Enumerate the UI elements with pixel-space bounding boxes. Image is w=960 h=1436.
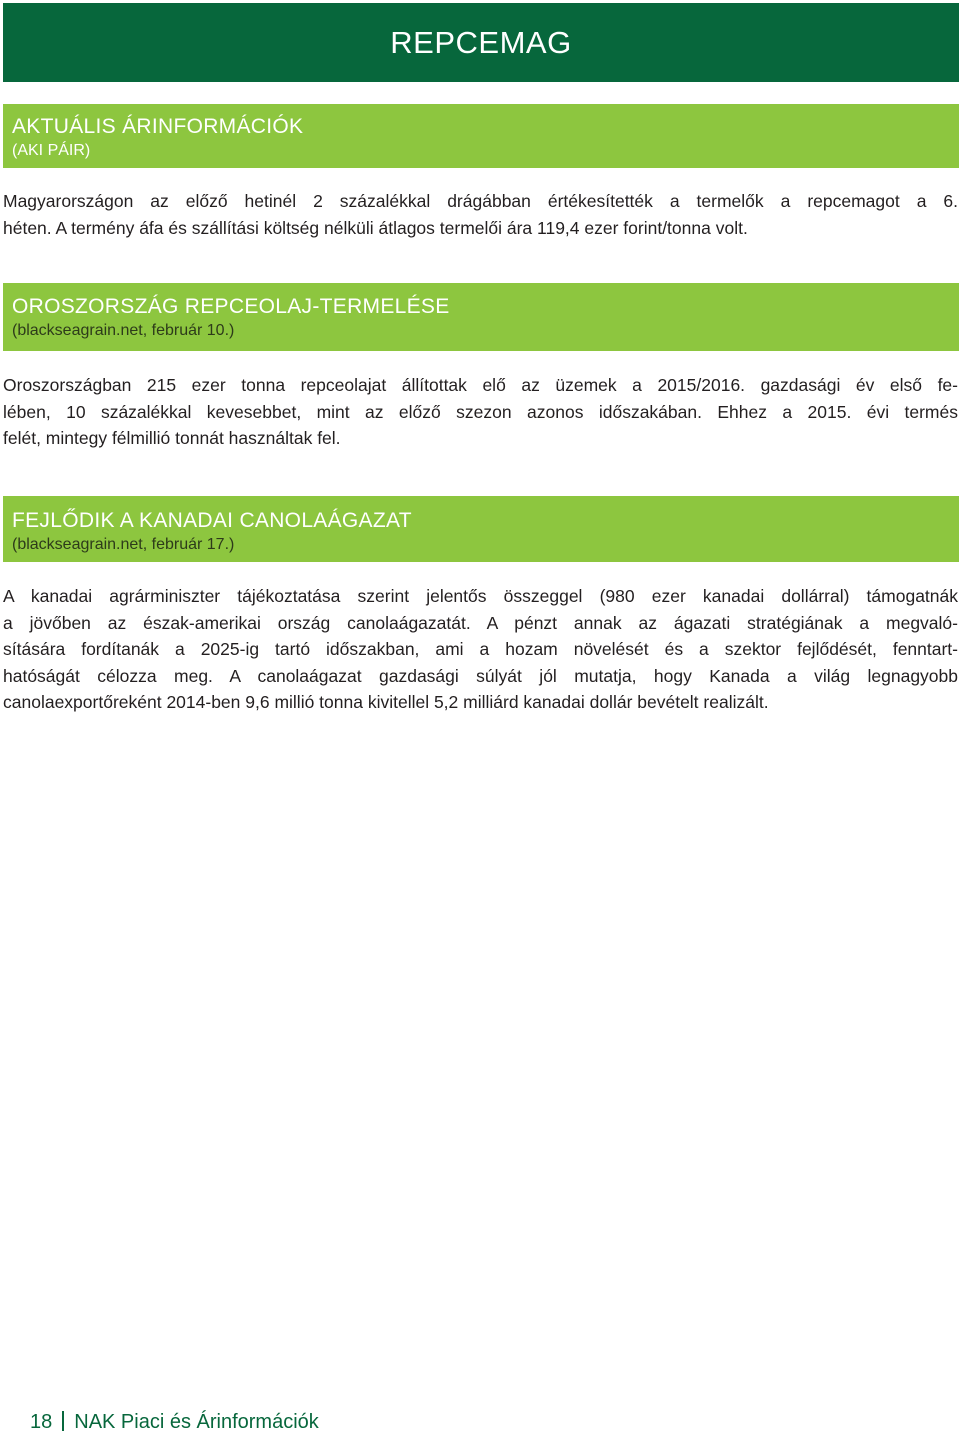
section-body-aktualis-arinformaciok	[3, 188, 958, 241]
section-source: (blackseagrain.net, február 10.)	[12, 322, 235, 339]
body-line: hatóságát célozza meg. A canolaágazat gazdasági súlyát jól mutatja, hogy Kanada a világ legnagyobb	[3, 665, 958, 686]
section-heading: AKTUÁLIS ÁRINFORMÁCIÓK	[12, 115, 304, 138]
publication-name: NAK Piaci és Árinformációk	[74, 1411, 319, 1433]
section-header-oroszorszag-repceolaj	[3, 283, 959, 351]
section-body-oroszorszag-repceolaj	[3, 372, 958, 452]
section-body-kanadai-canola	[3, 583, 958, 716]
body-line: felét, mintegy félmillió tonnát használtak fel.	[3, 428, 341, 448]
section-source: (AKI PÁIR)	[12, 142, 91, 159]
body-line: a jövőben az észak-amerikai ország canolaágazatát. A pénzt annak az ágazati stratégiának a megvaló-	[3, 612, 958, 633]
section-header-kanadai-canola	[3, 496, 959, 562]
page-footer	[30, 1408, 319, 1436]
section-header-aktualis-arinformaciok	[3, 104, 959, 168]
section-source: (blackseagrain.net, február 17.)	[12, 536, 235, 553]
page-title: REPCEMAG	[3, 3, 959, 82]
body-line: Oroszországban 215 ezer tonna repceolajat állítottak elő az üzemek a 2015/2016. gazdasági év első fe-	[3, 375, 958, 395]
body-line: héten. A termény áfa és szállítási költség nélküli átlagos termelői ára 119,4 ezer forint/tonna volt.	[3, 217, 748, 238]
section-heading: FEJLŐDIK A KANADAI CANOLAÁGAZAT	[12, 509, 412, 532]
body-line: Magyarországon az előző hetinél 2 százalékkal drágábban értékesítették a termelők a repcemagot a 6.	[3, 191, 958, 211]
body-line: canolaexportőreként 2014-ben 9,6 millió tonna kivitellel 5,2 milliárd kanadai dollár bevételt realizált.	[3, 692, 769, 712]
footer-separator	[62, 1411, 64, 1431]
body-line: lében, 10 százalékkal kevesebbet, mint az előző szezon azonos időszakában. Ehhez a 2015. évi termés	[3, 401, 958, 422]
page-number: 18	[30, 1411, 53, 1433]
section-heading: OROSZORSZÁG REPCEOLAJ-TERMELÉSE	[12, 295, 450, 318]
body-line: sítására fordítanák a 2025-ig tartó időszakban, ami a hozam növelését és a szektor fejlődését, fenntart-	[3, 639, 958, 659]
body-line: A kanadai agrárminiszter tájékoztatása szerint jelentős összeggel (980 ezer kanadai dollárral) támogatnák	[3, 586, 958, 606]
